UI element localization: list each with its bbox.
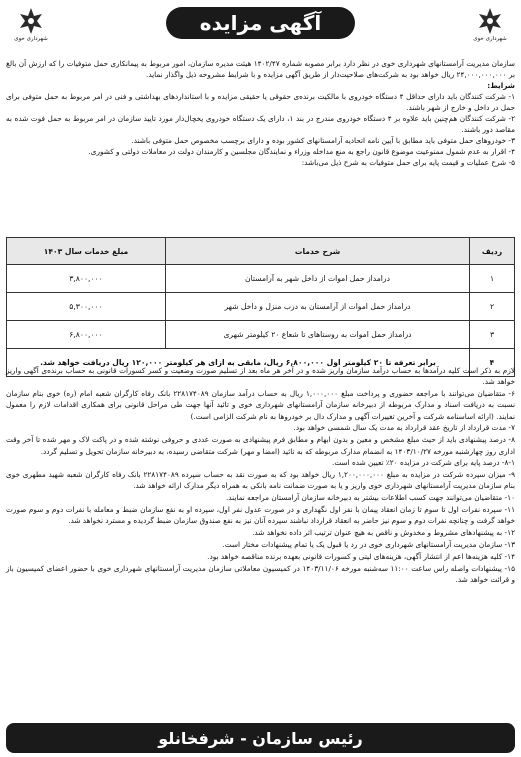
service-price: ۶,۸۰۰,۰۰۰ bbox=[7, 321, 166, 349]
header-service-price: مبلغ خدمات سال ۱۴۰۳ bbox=[7, 238, 166, 265]
condition-item: ۱- شرکت کنندگان باید دارای حداقل ۴ دستگاه خودروی با مالکیت برنده‌ی حقوقی یا حقیقی مزایده و با استانداردهای بهداشتی و فنی در امر مربوط به حمل متوفی برای حمل در داخل و خارج از شهر باشند. bbox=[6, 92, 515, 112]
rule-paragraph: ۱۵- پیشنهادات واصله راس ساعت ۱۱:۰۰ سه‌شنبه مورخه ۱۴۰۳/۱۱/۰۶ در کمیسیون معاملاتی سازمان مدیریت آرامستانهای شهرداری خوی با حضور اعضای کمیسیون باز و قرائت خواهد شد. bbox=[6, 563, 515, 584]
service-description: درامداز حمل اموات به روستاهای تا شعاع ۲۰ کیلومتر شهری bbox=[166, 321, 470, 349]
service-description: درامداز حمل اموات از آرامستان به درب منزل و داخل شهر bbox=[166, 293, 470, 321]
rule-paragraph: ۱۳- سازمان مدیریت آرامستانهای شهرداری خوی در رد یا قبول یک یا تمام پیشنهادات مختار است. bbox=[222, 539, 515, 549]
row-number: ۲ bbox=[470, 293, 515, 321]
rules-section bbox=[6, 365, 515, 586]
row-number: ۱ bbox=[470, 265, 515, 293]
municipality-emblem-icon bbox=[16, 6, 46, 36]
services-table bbox=[6, 237, 515, 377]
rule-paragraph: ۱۱- سپرده نفرات اول تا سوم تا زمان انعقاد پیمان با نفر اول نگهداری و در صورت عدول نفر اول، سپرده او به نفع سازمان ضبط و معامله با نفرات دوم و سوم صورت خواهد گرفت و چنانچه نفرات دوم و سوم نیز حاضر به انعقاد قرارداد نباشند سپرده آنان نیز به نفع صندوق سازمان ضبط گردیده و مسترد نخواهد شد. bbox=[6, 505, 515, 526]
row-number: ۳ bbox=[470, 321, 515, 349]
rule-paragraph: ۶- متقاضیان می‌توانند با مراجعه حضوری و پرداخت مبلغ ۱,۰۰۰,۰۰۰ ریال به حساب درآمد سازمان ۲۲۸۱۷۴۰۸۹ بانک رفاه کارگران شعبه امام (ره) خوی بنام سازمان نسبت به دریافت اسناد و مدارک مربوطه از دبیرخانه سازمان آرامستانهای شهرداری خوی و تائید آنها جهت طی مراحل قانونی برای همکاری اقدامات لازم را معمول نمایند. (ارائه اساسنامه شرکت و آخرین تغییرات آگهی و مدارک دال بر خودروها به نام شرکت الزامی است.) bbox=[6, 389, 515, 421]
rule-paragraph: ۷- مدت قرارداد از تاریخ عقد قرارداد به مدت یک سال شمسی خواهد بود. bbox=[293, 423, 515, 433]
logo-caption: شهرداری خوی bbox=[14, 36, 48, 42]
service-price: ۵,۳۰۰,۰۰۰ bbox=[7, 293, 166, 321]
tariff-note: برابر تعرفه تا ۲۰ کیلومتر اول ۶,۸۰۰,۰۰۰ ریال، مابقی به ازای هر کیلومتر ۱۲۰,۰۰۰ ریال دریافت خواهد شد. bbox=[7, 349, 470, 377]
municipality-logo-left bbox=[10, 6, 52, 50]
condition-item: ۲- شرکت کنندگان هم‌چنین باید علاوه بر ۴ دستگاه خودروی مندرج در بند ۱، دارای یک دستگاه خودروی یخچال‌دار مورد تایید سازمان در امر مربوط به حمل فوت شده به مقاصد دور باشند. bbox=[6, 114, 516, 134]
intro-section bbox=[6, 58, 515, 168]
conditions-heading: شرایط: bbox=[487, 81, 515, 90]
logo-caption: شهرداری خوی bbox=[473, 36, 507, 42]
rule-paragraph: ۱۰- متقاضیان می‌توانند جهت کسب اطلاعات بیشتر به دبیرخانه سازمان آرامستان مراجعه نمایند. bbox=[225, 493, 515, 503]
conditions-list bbox=[6, 91, 515, 168]
municipality-logo-right bbox=[469, 6, 511, 50]
page-title: آگهی مزایده bbox=[166, 7, 355, 39]
signature-text: رئیس سازمان - شرفخانلو bbox=[158, 728, 363, 748]
rule-paragraph: ۱۴- کلیه هزینه‌ها اعم از انتشار آگهی، هزینه‌های لیتی و کسورات قانونی بعهده برنده مناقصه خواهد بود. bbox=[207, 551, 515, 561]
service-price: ۳,۸۰۰,۰۰۰ bbox=[7, 265, 166, 293]
rule-paragraph: ۸-۱- درصد پایه برای شرکت در مزایده ۲۰٪ تعیین شده است. bbox=[332, 458, 515, 468]
rule-paragraph: لازم به ذکر است کلیه درآمدها به حساب درآمد سازمان واریز شده و در آخر هر ماه بعد از تسلیم صورت وضعیت و کسر کسورات قانونی به حساب برنده‌ی آگهی واریز خواهد شد. bbox=[6, 366, 515, 387]
service-description: درامداز حمل اموات از داخل شهر به آرامستان bbox=[166, 265, 470, 293]
signature-banner bbox=[6, 723, 515, 753]
rule-paragraph: ۸- درصد پیشنهادی باید از حیث مبلغ مشخص و معین و بدون ابهام و مطابق فرم پیشنهادی به صورت عددی و حروفی نوشته شده و در پاکت لاک و مهر شده تا آخر وقت اداری روز چهارشنبه مورخه ۱۴۰۳/۱۰/۲۷ به انضمام مدارک مربوطه که به تائید (امضا و مهر) شرکت متقاضی رسیده، به دبیرخانه سازمان تحویل و تسلیم گردد. bbox=[6, 435, 515, 456]
table-row bbox=[7, 265, 515, 293]
header-service-description: شرح خدمات bbox=[166, 238, 470, 265]
municipality-emblem-icon bbox=[475, 6, 505, 36]
intro-paragraph: سازمان مدیریت آرامستانهای شهرداری خوی در نظر دارد برابر مصوبه شماره ۱۴۰۲/۴۷ هیئت مدیره سازمان، امور مربوط به پیمانکاری حمل متوفیات را که ارزش آن بالغ بر ۲۴,۰۰۰,۰۰۰,۰۰۰ ریال خواهد بود به شرکت‌های صلاحیت‌دار از طریق آگهی مزایده و با شرایط مشروحه ذیل واگذار نماید. bbox=[6, 59, 515, 79]
rule-paragraph: ۹- میزان سپرده شرکت در مزایده به مبلغ ۱,۲۰۰,۰۰۰,۰۰۰ ریال خواهد بود که به صورت نقد به حساب سپرده ۲۲۸۱۷۴۰۸۹ بانک رفاه کارگران شعبه شهید مطهری خوی بنام سازمان مدیریت آرامستانهای شهرداری خوی واریز و یا به صورت ضمانت نامه بانکی به همراه دیگر مدارک ارائه خواهد شد. bbox=[6, 470, 515, 491]
condition-item: ۴- اقرار به عدم شمول ممنوعیت موضوع قانون راجع به منع مداخله وزراء و نمایندگان مجلسین و کارمندان دولت در معاملات دولتی و کشوری. bbox=[88, 147, 515, 156]
advertisement-sheet bbox=[6, 4, 515, 753]
table-header-row bbox=[7, 238, 515, 265]
row-number: ۴ bbox=[470, 349, 515, 377]
condition-item: ۵- شرح عملیات و قیمت پایه برای حمل متوفیات به شرح ذیل می‌باشد: bbox=[301, 158, 515, 167]
table-row bbox=[7, 321, 515, 349]
table-row bbox=[7, 293, 515, 321]
title-banner bbox=[66, 4, 455, 42]
rule-paragraph: ۱۲- به پیشنهادهای مشروط و مخدوش و ناقص به هیچ عنوان ترتیب اثر داده نخواهد شد. bbox=[252, 528, 515, 538]
condition-item: ۳- خودروهای حمل متوفی باید مطابق با آیین نامه اتحادیه آرامستانهای کشور بوده و دارای برچسب مخصوص حمل متوفی باشند. bbox=[131, 136, 515, 145]
header-row-number: ردیف bbox=[470, 238, 515, 265]
